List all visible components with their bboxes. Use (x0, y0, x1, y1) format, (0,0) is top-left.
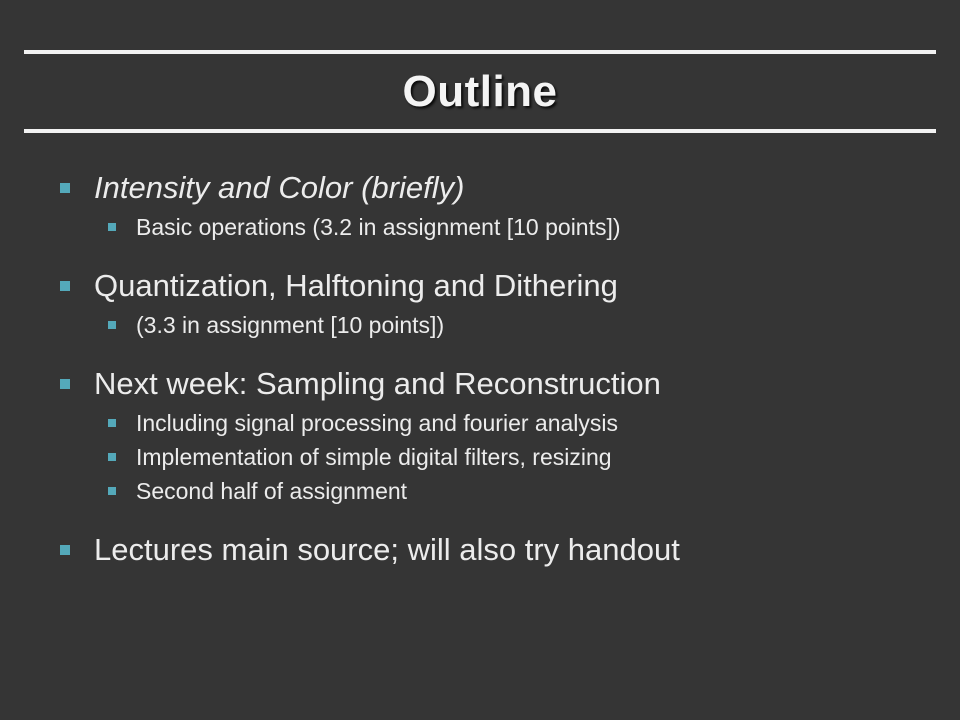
bullet-group-4 (0, 528, 960, 572)
title-rule-top (24, 50, 936, 54)
sub-bullet-text: Implementation of simple digital filters, resizing (136, 444, 612, 470)
sub-bullet-item (0, 308, 960, 342)
square-bullet-icon (108, 321, 116, 329)
bullet-item (0, 166, 960, 210)
sub-bullet-text: (3.3 in assignment [10 points]) (136, 312, 445, 338)
sub-bullet-text: Basic operations (3.2 in assignment [10 points]) (136, 214, 621, 240)
title-rule-bottom (24, 129, 936, 133)
square-bullet-icon (108, 487, 116, 495)
sub-bullet-item (0, 440, 960, 474)
bullet-text: Quantization, Halftoning and Dithering (94, 268, 618, 303)
bullet-text: Intensity and Color (briefly) (94, 170, 465, 205)
square-bullet-icon (60, 281, 70, 291)
sub-bullet-text: Including signal processing and fourier analysis (136, 410, 619, 436)
sub-bullet-item (0, 474, 960, 508)
bullet-group-2 (0, 264, 960, 342)
bullet-group-1 (0, 166, 960, 244)
bullet-item (0, 528, 960, 572)
sub-bullet-item (0, 406, 960, 440)
square-bullet-icon (60, 545, 70, 555)
square-bullet-icon (108, 453, 116, 461)
bullet-item (0, 362, 960, 406)
bullet-list (0, 166, 960, 592)
square-bullet-icon (60, 183, 70, 193)
bullet-item (0, 264, 960, 308)
bullet-group-3 (0, 362, 960, 508)
bullet-text: Lectures main source; will also try handout (94, 532, 680, 567)
square-bullet-icon (60, 379, 70, 389)
sub-bullet-text: Second half of assignment (136, 478, 408, 504)
square-bullet-icon (108, 419, 116, 427)
bullet-text: Next week: Sampling and Reconstruction (94, 366, 661, 401)
slide-title: Outline (402, 67, 558, 116)
square-bullet-icon (108, 223, 116, 231)
sub-bullet-item (0, 210, 960, 244)
